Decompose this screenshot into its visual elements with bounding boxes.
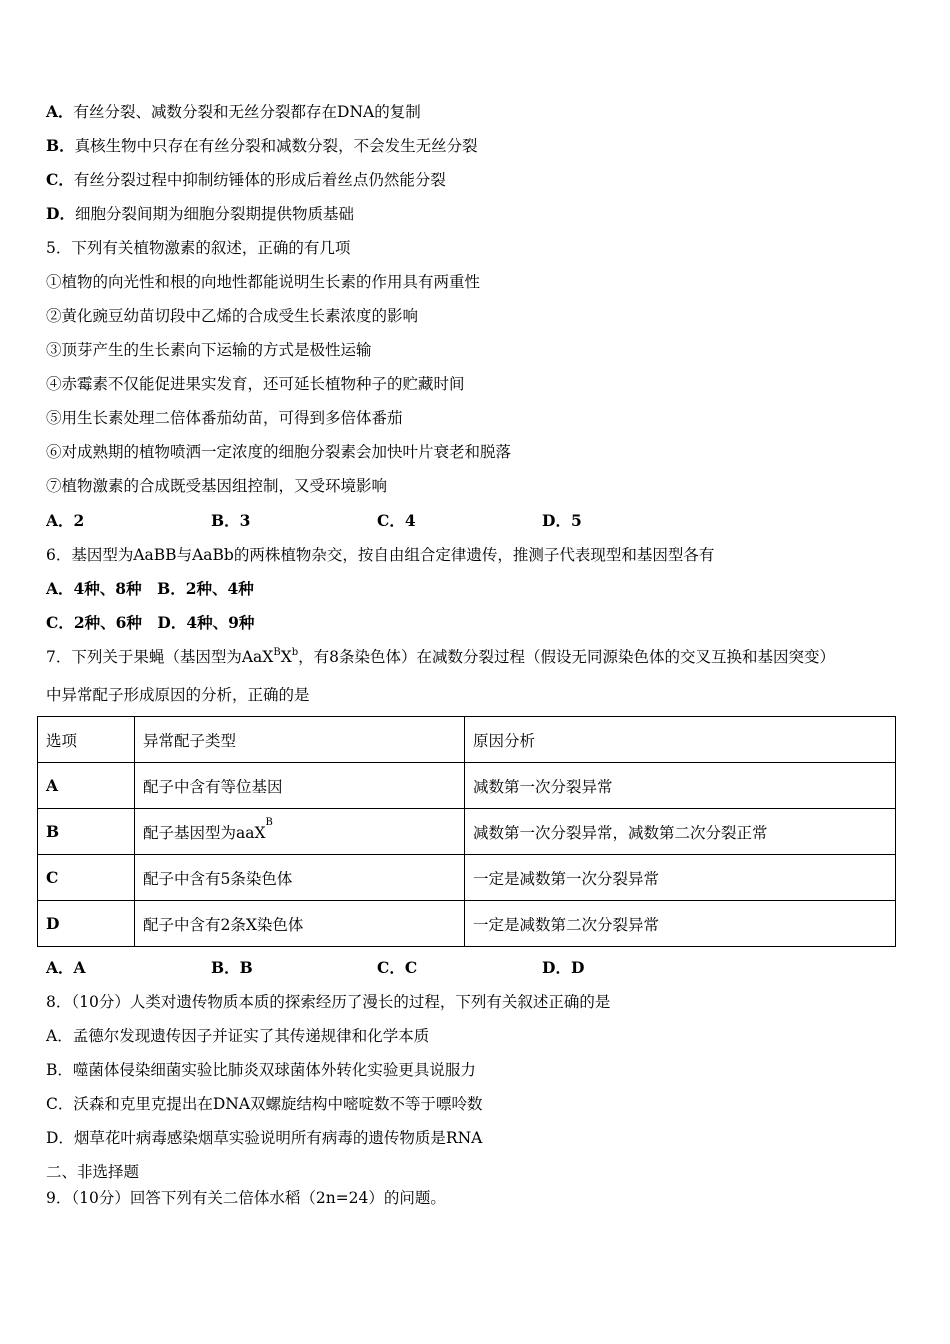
row-option: A: [38, 763, 135, 809]
q8-option-a: A．孟德尔发现遗传因子并证实了其传递规律和化学本质: [46, 1027, 430, 1045]
q5-item-7: ⑦植物激素的合成既受基因组控制，又受环境影响: [46, 477, 388, 495]
q5-item-4: ④赤霉素不仅能促进果实发育，还可延长植物种子的贮藏时间: [46, 375, 465, 393]
row-option: C: [38, 855, 135, 901]
row-reason: 减数第一次分裂异常，减数第二次分裂正常: [465, 809, 896, 855]
q5-item-6: ⑥对成熟期的植物喷洒一定浓度的细胞分裂素会加快叶片衰老和脱落: [46, 443, 512, 461]
row-reason: 一定是减数第一次分裂异常: [465, 855, 896, 901]
q6-stem: 6．基因型为AaBB与AaBb的两株植物杂交，按自由组合定律遗传，推测子代表现型和基因型各有: [46, 546, 715, 564]
q6-options-row1: A．4种、8种 B．2种、4种: [46, 579, 254, 598]
q5-item-3: ③顶芽产生的生长素向下运输的方式是极性运输: [46, 341, 372, 359]
row-type: 配子中含有等位基因: [135, 763, 465, 809]
row-type: 配子中含有5条染色体: [135, 855, 465, 901]
q4-option-a: A．有丝分裂、减数分裂和无丝分裂都存在DNA的复制: [46, 102, 421, 121]
row-option: D: [38, 901, 135, 947]
row-reason: 减数第一次分裂异常: [465, 763, 896, 809]
q5-item-5: ⑤用生长素处理二倍体番茄幼苗，可得到多倍体番茄: [46, 409, 403, 427]
header-gamete-type: 异常配子类型: [135, 717, 465, 763]
section-heading: 二、非选择题: [46, 1163, 140, 1181]
q7-option-b: B．B: [211, 958, 253, 977]
q8-option-c: C．沃森和克里克提出在DNA双螺旋结构中嘧啶数不等于嘌呤数: [46, 1095, 483, 1113]
table-header-row: [38, 717, 896, 763]
q6-options-row2: C．2种、6种 D．4种、9种: [46, 613, 255, 632]
q7-option-a: A．A: [46, 958, 86, 977]
row-option: B: [38, 809, 135, 855]
q5-stem: 5．下列有关植物激素的叙述，正确的有几项: [46, 239, 351, 257]
q5-item-1: ①植物的向光性和根的向地性都能说明生长素的作用具有两重性: [46, 273, 481, 291]
q7-table: [37, 716, 896, 947]
header-reason: 原因分析: [465, 717, 896, 763]
header-option: 选项: [38, 717, 135, 763]
row-type: 配子基因型为aaX$^B$: [135, 809, 465, 855]
q5-option-d: D．5: [542, 511, 582, 530]
table-row: [38, 901, 896, 947]
q7-option-d: D．D: [542, 958, 585, 977]
q5-option-a: A．2: [46, 511, 85, 530]
q8-stem: 8．（10分）人类对遗传物质本质的探索经历了漫长的过程，下列有关叙述正确的是: [46, 993, 611, 1011]
row-type: 配子中含有2条X染色体: [135, 901, 465, 947]
q8-option-b: B．噬菌体侵染细菌实验比肺炎双球菌体外转化实验更具说服力: [46, 1061, 476, 1079]
q4-option-d: D．细胞分裂间期为细胞分裂期提供物质基础: [46, 204, 354, 223]
table-row: [38, 809, 896, 855]
q7-stem-line2: 中异常配子形成原因的分析，正确的是: [46, 686, 310, 704]
q5-option-b: B．3: [211, 511, 251, 530]
q7-stem: 7．下列关于果蝇（基因型为$AaX^BX^b$，有8条染色体）在减数分裂过程（假设无同源染色体的交叉互换和基因突变）: [46, 647, 836, 666]
table-row: [38, 855, 896, 901]
q9-stem: 9．（10分）回答下列有关二倍体水稻（2n=24）的问题。: [46, 1189, 446, 1207]
row-reason: 一定是减数第二次分裂异常: [465, 901, 896, 947]
q5-item-2: ②黄化豌豆幼苗切段中乙烯的合成受生长素浓度的影响: [46, 307, 419, 325]
table-row: [38, 763, 896, 809]
q5-option-c: C．4: [377, 511, 416, 530]
q7-option-c: C．C: [377, 958, 418, 977]
q4-option-c: C．有丝分裂过程中抑制纺锤体的形成后着丝点仍然能分裂: [46, 170, 446, 189]
q4-option-b: B．真核生物中只存在有丝分裂和减数分裂，不会发生无丝分裂: [46, 136, 478, 155]
q8-option-d: D．烟草花叶病毒感染烟草实验说明所有病毒的遗传物质是RNA: [46, 1129, 483, 1147]
